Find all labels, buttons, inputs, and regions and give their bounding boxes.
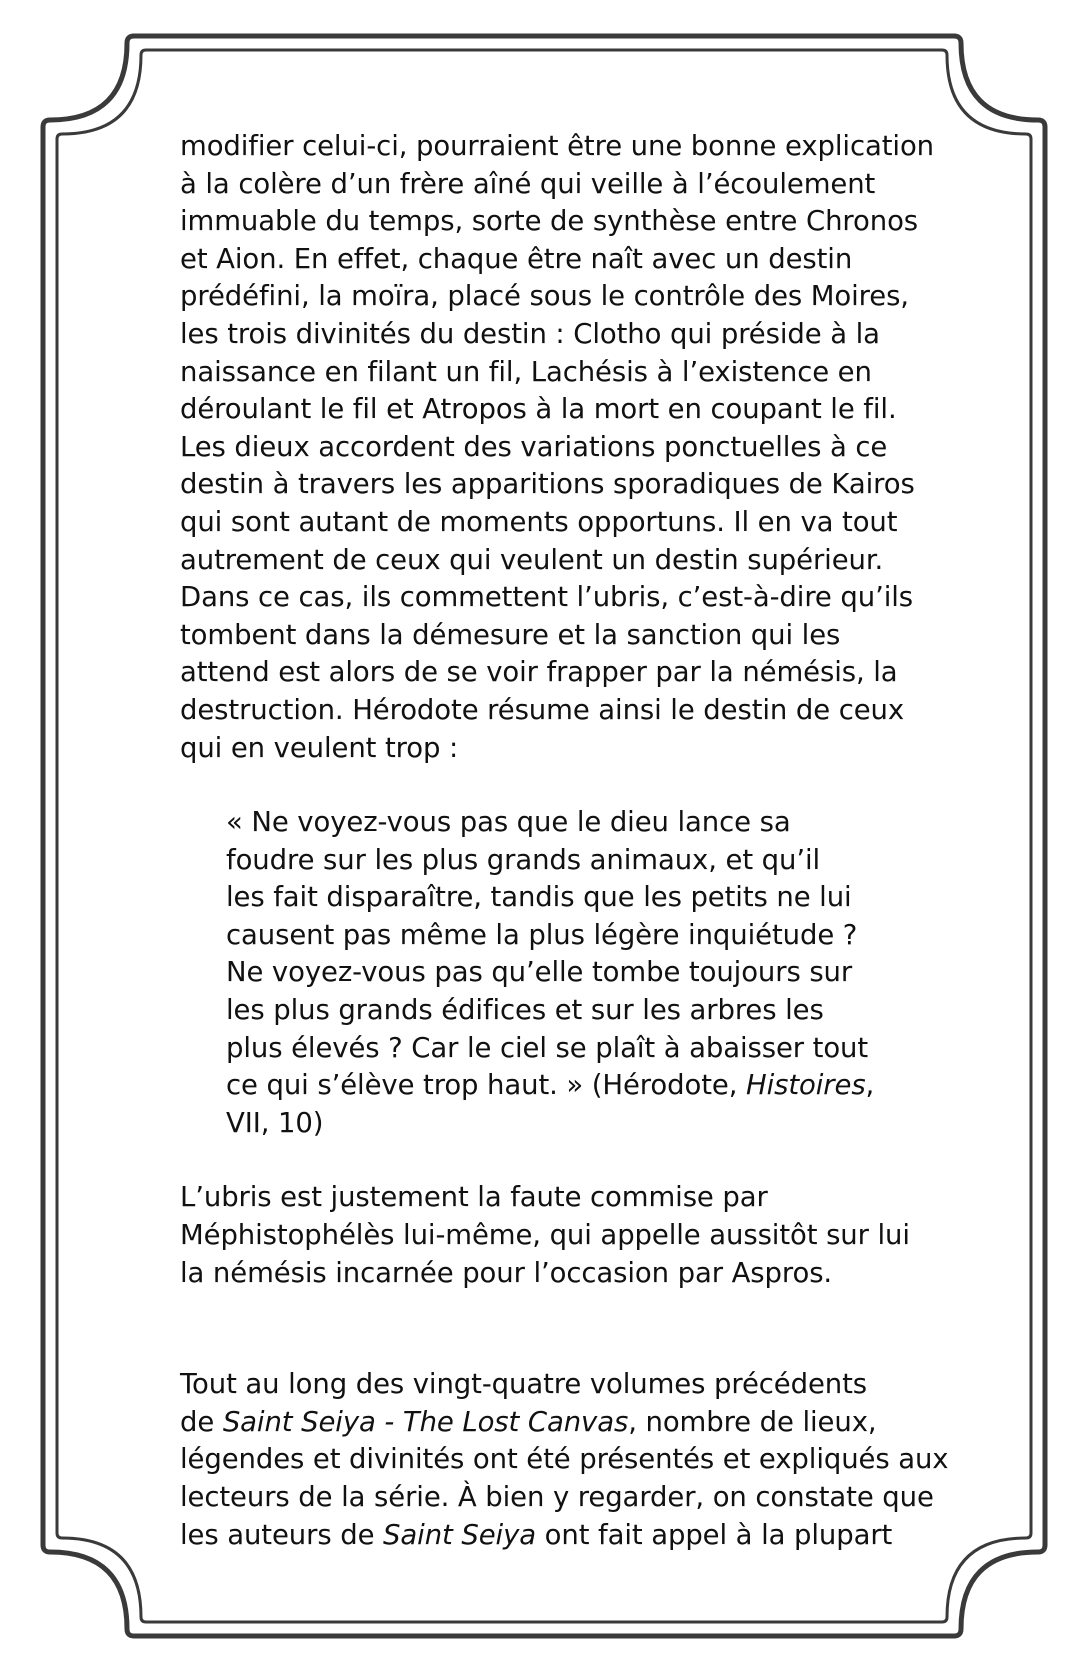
text-line: attend est alors de se voir frapper par la némésis, la	[180, 656, 898, 689]
quote-line: « Ne voyez-vous pas que le dieu lance sa	[226, 806, 791, 839]
text-line: Tout au long des vingt-quatre volumes précédents	[180, 1368, 868, 1401]
text-line: qui en veulent trop :	[180, 731, 459, 764]
text-line: modifier celui-ci, pourraient être une bonne explication	[180, 130, 934, 162]
paragraph-1	[180, 128, 940, 767]
text-line	[180, 1517, 940, 1555]
quote-line: les plus grands édifices et sur les arbres les	[226, 994, 824, 1027]
quote-citation-line	[226, 1067, 940, 1105]
text-line: destin à travers les apparitions sporadiques de Kairos	[180, 468, 915, 501]
citation-prefix: ce qui s’élève trop haut. » (Hérodote,	[226, 1069, 746, 1102]
text-fragment: ont fait appel à la plupart	[536, 1518, 893, 1551]
text-line: Dans ce cas, ils commettent l’ubris, c’est-à-dire qu’ils	[180, 581, 914, 614]
text-line: légendes et divinités ont été présentés et expliqués aux	[180, 1443, 949, 1476]
text-line: naissance en filant un fil, Lachésis à l’existence en	[180, 355, 872, 388]
text-line: prédéfini, la moïra, placé sous le contrôle des Moires,	[180, 280, 909, 313]
page-text	[180, 128, 949, 1554]
text-line: destruction. Hérodote résume ainsi le destin de ceux	[180, 693, 905, 726]
text-line: à la colère d’un frère aîné qui veille à l’écoulement	[180, 167, 876, 200]
series-title: Saint Seiya - The Lost Canvas	[222, 1405, 629, 1438]
paragraph-3	[180, 1366, 949, 1554]
paragraph-2	[180, 1179, 940, 1292]
series-title: Saint Seiya	[383, 1518, 536, 1551]
citation-work-title: Histoires	[746, 1069, 866, 1102]
quote-line: plus élevés ? Car le ciel se plaît à abaisser tout	[226, 1031, 869, 1064]
text-line: déroulant le fil et Atropos à la mort en coupant le fil.	[180, 393, 897, 426]
block-quote	[226, 804, 940, 1142]
text-fragment: , nombre de lieux,	[628, 1405, 877, 1438]
text-line: L’ubris est justement la faute commise par	[180, 1181, 768, 1214]
text-line: autrement de ceux qui veulent un destin supérieur.	[180, 543, 884, 576]
quote-line: les fait disparaître, tandis que les petits ne lui	[226, 881, 852, 914]
text-line: la némésis incarnée pour l’occasion par Aspros.	[180, 1256, 833, 1289]
text-line: tombent dans la démesure et la sanction qui les	[180, 618, 841, 651]
text-line: immuable du temps, sorte de synthèse entre Chronos	[180, 205, 919, 238]
text-line: qui sont autant de moments opportuns. Il en va tout	[180, 505, 898, 538]
text-line	[180, 1404, 940, 1442]
text-line: Les dieux accordent des variations ponctuelles à ce	[180, 430, 888, 463]
citation-suffix: ,	[865, 1069, 875, 1102]
quote-line: foudre sur les plus grands animaux, et qu’il	[226, 843, 821, 876]
quote-line: Ne voyez-vous pas qu’elle tombe toujours sur	[226, 956, 853, 989]
citation-reference: VII, 10)	[226, 1106, 324, 1139]
text-line: Méphistophélès lui-même, qui appelle aussitôt sur lui	[180, 1219, 910, 1252]
text-fragment: les auteurs de	[180, 1518, 384, 1551]
text-line: les trois divinités du destin : Clotho qui préside à la	[180, 317, 880, 350]
text-fragment: de	[180, 1405, 223, 1438]
text-line: lecteurs de la série. À bien y regarder, on constate que	[180, 1481, 934, 1513]
quote-line: causent pas même la plus légère inquiétude ?	[226, 918, 858, 951]
text-line: et Aion. En effet, chaque être naît avec un destin	[180, 242, 853, 275]
